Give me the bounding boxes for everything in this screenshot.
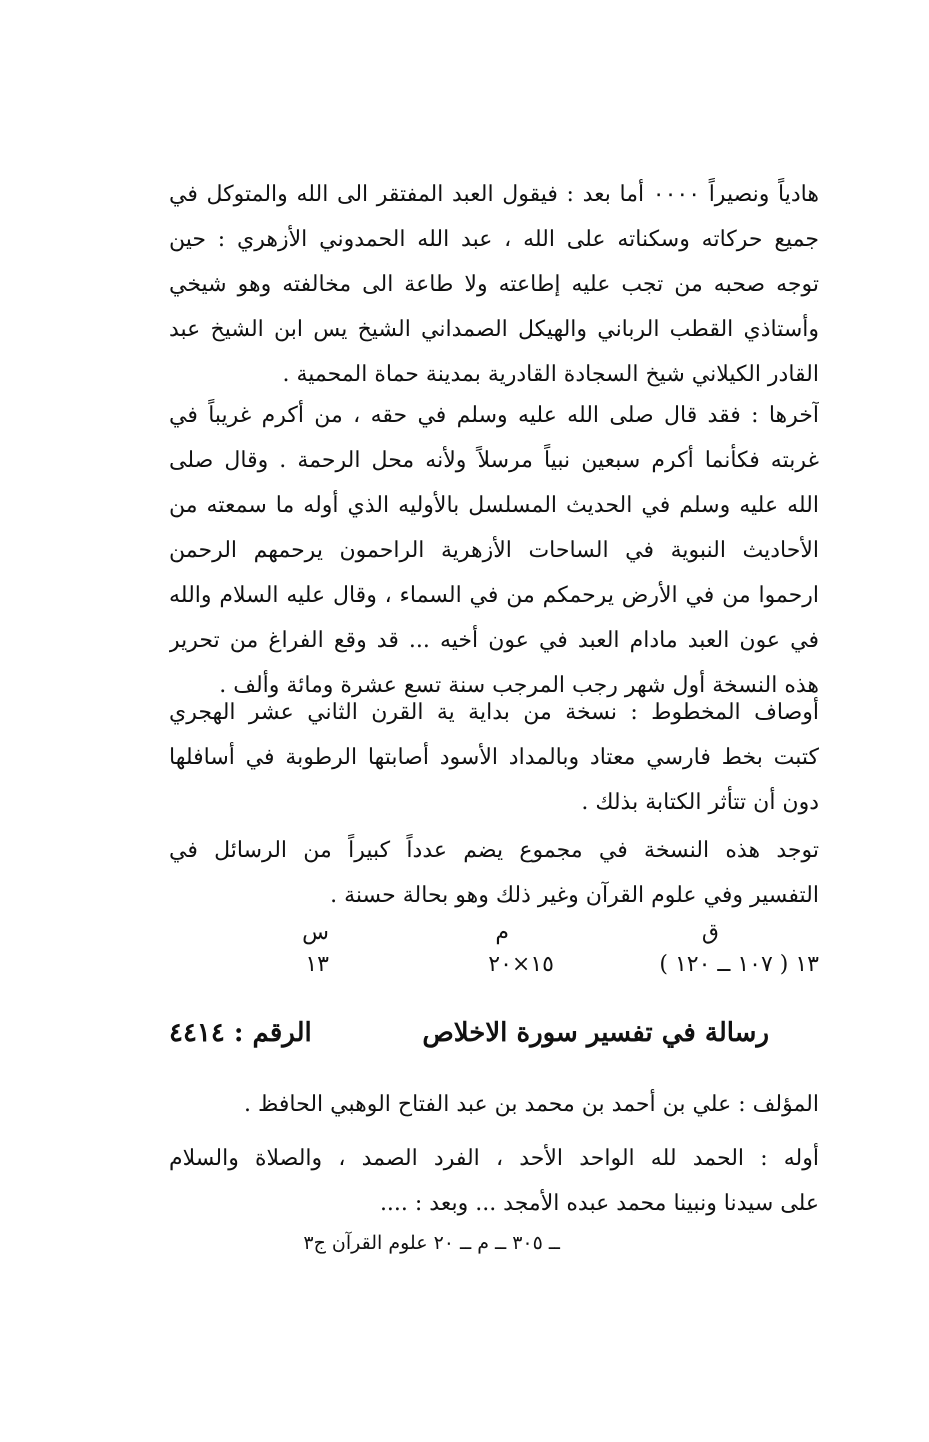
text-line: آخرها : فقد قال صلى الله عليه وسلم في حقه ، من أكرم غريباً في: [169, 403, 819, 428]
code-value-q: ١٣ ( ١٠٧ ــ ١٢٠ ): [659, 952, 819, 977]
text-line: المؤلف : علي بن أحمد بن محمد بن عبد الفتاح الوهبي الحافظ .: [244, 1092, 819, 1117]
text-line: أوله : الحمد لله الواحد الأحد ، الفرد الصمد ، والصلاة والسلام: [169, 1146, 819, 1171]
text-line: أوصاف المخطوط : نسخة من بداية ية القرن الثاني عشر الهجري: [169, 700, 819, 725]
text-line: كتبت بخط فارسي معتاد وبالمداد الأسود أصابتها الرطوبة في أسافلها: [169, 745, 819, 770]
text-line: وأستاذي القطب الرباني والهيكل الصمداني الشيخ يس ابن الشيخ عبد: [169, 317, 819, 342]
entry-title: رسالة في تفسير سورة الاخلاص: [422, 1018, 769, 1048]
page-footer: ــ ٣٠٥ ــ م ــ ٢٠ علوم القرآن ج٣: [303, 1232, 560, 1254]
paragraph-incipit: [169, 1136, 819, 1226]
text-line: القادر الكيلاني شيخ السجادة القادرية بمدينة حماة المحمية .: [282, 362, 819, 387]
paragraph-ending: [169, 393, 819, 708]
text-line: على سيدنا ونبينا محمد عبده الأمجد ... وبعد : ....: [379, 1191, 819, 1216]
text-line: غربته فكأنما أكرم سبعين نبياً مرسلاً ولأنه محل الرحمة . وقال صلى: [169, 448, 819, 473]
code-label-q: ق: [701, 920, 719, 945]
text-line: جميع حركاته وسكناته على الله ، عبد الله الحمدوني الأزهري : حين: [169, 227, 819, 252]
paragraph-location: [169, 828, 819, 918]
entry-heading: [169, 1018, 769, 1064]
codes-labels-row: [169, 920, 819, 950]
text-line: توجد هذه النسخة في مجموع يضم عدداً كبيراً من الرسائل في: [169, 838, 819, 863]
text-line: الله عليه وسلم في الحديث المسلسل بالأوليه الذي أوله ما سمعته من: [169, 493, 819, 518]
code-label-s: س: [302, 920, 329, 945]
text-line: هذه النسخة أول شهر رجب المرجب سنة تسع عشرة ومائة وألف .: [219, 673, 819, 698]
text-line: هادياً ونصيراً ٠٠٠٠ أما بعد : فيقول العبد المفتقر الى الله والمتوكل في: [169, 182, 819, 207]
paragraph-manuscript-description: [169, 690, 819, 825]
text-line: الأحاديث النبوية في الساحات الأزهرية الراحمون يرحمهم الرحمن: [169, 538, 819, 563]
entry-number: الرقم : ٤٤١٤: [169, 1018, 312, 1048]
paragraph-introduction: [169, 172, 819, 397]
codes-values-row: [169, 952, 819, 988]
paragraph-author: [169, 1082, 819, 1127]
code-value-m: ١٥×٢٠: [488, 952, 554, 977]
code-label-m: م: [495, 920, 509, 945]
code-value-s: ١٣: [305, 952, 329, 977]
text-line: توجه صحبه من تجب عليه إطاعته ولا طاعة الى مخالفته وهو شيخي: [169, 272, 819, 297]
text-line: في عون العبد مادام العبد في عون أخيه ... قد وقع الفراغ من تحرير: [169, 628, 819, 653]
text-line: ارحموا من في الأرض يرحمكم من في السماء ، وقال عليه السلام والله: [169, 583, 819, 608]
text-line: دون أن تتأثر الكتابة بذلك .: [581, 790, 819, 815]
text-line: التفسير وفي علوم القرآن وغير ذلك وهو بحالة حسنة .: [330, 883, 819, 908]
